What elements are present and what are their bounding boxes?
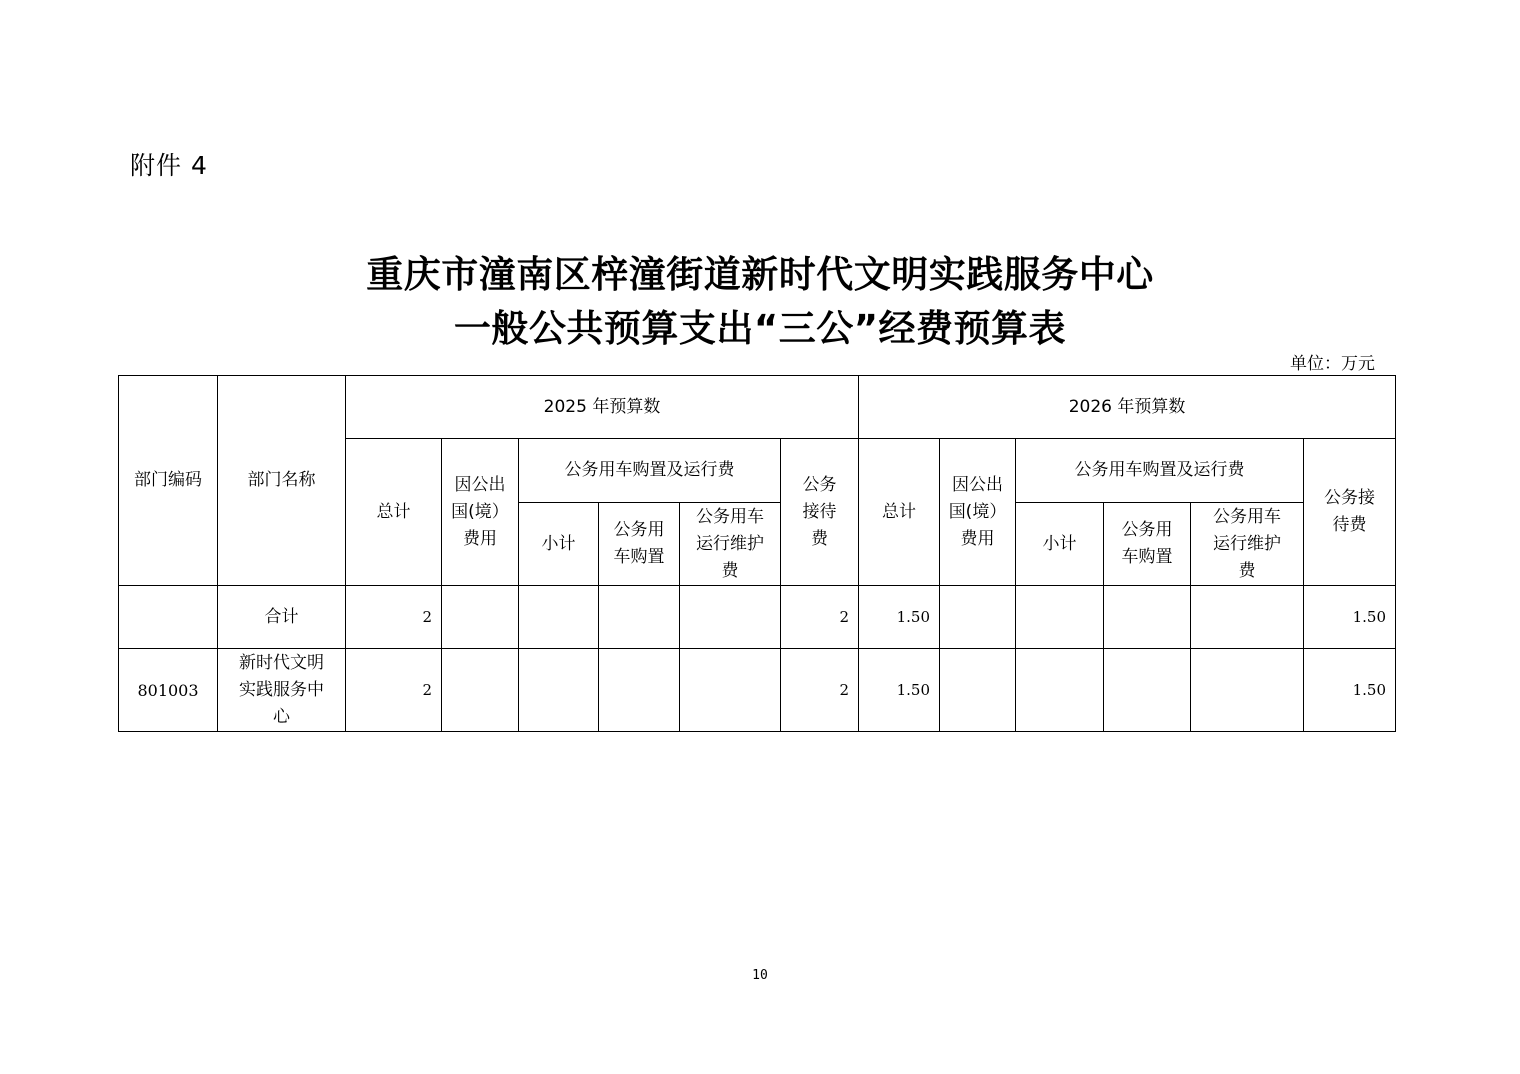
row-2026-abroad — [940, 649, 1016, 732]
page-number: 10 — [752, 968, 768, 983]
row-2026-abroad — [940, 586, 1016, 649]
row-2026-maint — [1191, 586, 1304, 649]
row-2025-total: 2 — [346, 586, 442, 649]
row-dept-code: 801003 — [119, 649, 218, 732]
unit-label: 单位：万元 — [1290, 354, 1375, 374]
header-2026-reception: 公务接待费 — [1304, 439, 1396, 586]
row-2025-purchase — [599, 649, 680, 732]
header-2025-vehicle-purchase: 公务用车购置 — [599, 503, 680, 586]
header-dept-name: 部门名称 — [218, 376, 346, 586]
row-2025-subtotal — [519, 586, 599, 649]
title-line-1: 重庆市潼南区梓潼街道新时代文明实践服务中心 — [366, 253, 1154, 296]
row-2025-subtotal — [519, 649, 599, 732]
header-2025-vehicle-maint: 公务用车运行维护费 — [680, 503, 781, 586]
row-2026-maint — [1191, 649, 1304, 732]
header-2025-total: 总计 — [346, 439, 442, 586]
header-2026-vehicle-maint: 公务用车运行维护费 — [1191, 503, 1304, 586]
header-2026-total: 总计 — [859, 439, 940, 586]
header-2026-abroad: 因公出国(境）费用 — [940, 439, 1016, 586]
row-dept-name: 新时代文明实践服务中心 — [218, 649, 346, 732]
row-2025-maint — [680, 649, 781, 732]
header-2025-vehicle-group: 公务用车购置及运行费 — [519, 439, 781, 503]
header-2025-subtotal: 小计 — [519, 503, 599, 586]
row-2026-reception: 1.50 — [1304, 649, 1396, 732]
row-2025-abroad — [442, 649, 519, 732]
row-2026-reception: 1.50 — [1304, 586, 1396, 649]
budget-table — [118, 375, 1396, 732]
row-2026-subtotal — [1016, 649, 1104, 732]
attachment-label: 附件 4 — [130, 151, 208, 180]
row-2025-total: 2 — [346, 649, 442, 732]
header-2026-vehicle-group: 公务用车购置及运行费 — [1016, 439, 1304, 503]
header-year-2025: 2025 年预算数 — [346, 376, 859, 439]
row-2025-abroad — [442, 586, 519, 649]
row-2025-reception: 2 — [781, 586, 859, 649]
title-line-2: 一般公共预算支出“三公”经费预算表 — [453, 307, 1067, 350]
header-dept-code: 部门编码 — [119, 376, 218, 586]
header-2025-abroad: 因公出国(境）费用 — [442, 439, 519, 586]
table-row — [119, 586, 1396, 649]
header-year-2026: 2026 年预算数 — [859, 376, 1396, 439]
row-dept-name: 合计 — [218, 586, 346, 649]
row-2026-subtotal — [1016, 586, 1104, 649]
row-2025-purchase — [599, 586, 680, 649]
header-2026-vehicle-purchase: 公务用车购置 — [1104, 503, 1191, 586]
row-2025-maint — [680, 586, 781, 649]
row-2026-total: 1.50 — [859, 586, 940, 649]
table-row — [119, 649, 1396, 732]
row-2026-total: 1.50 — [859, 649, 940, 732]
row-2025-reception: 2 — [781, 649, 859, 732]
row-dept-code — [119, 586, 218, 649]
row-2026-purchase — [1104, 586, 1191, 649]
row-2026-purchase — [1104, 649, 1191, 732]
header-2025-reception: 公务接待费 — [781, 439, 859, 586]
header-2026-subtotal: 小计 — [1016, 503, 1104, 586]
